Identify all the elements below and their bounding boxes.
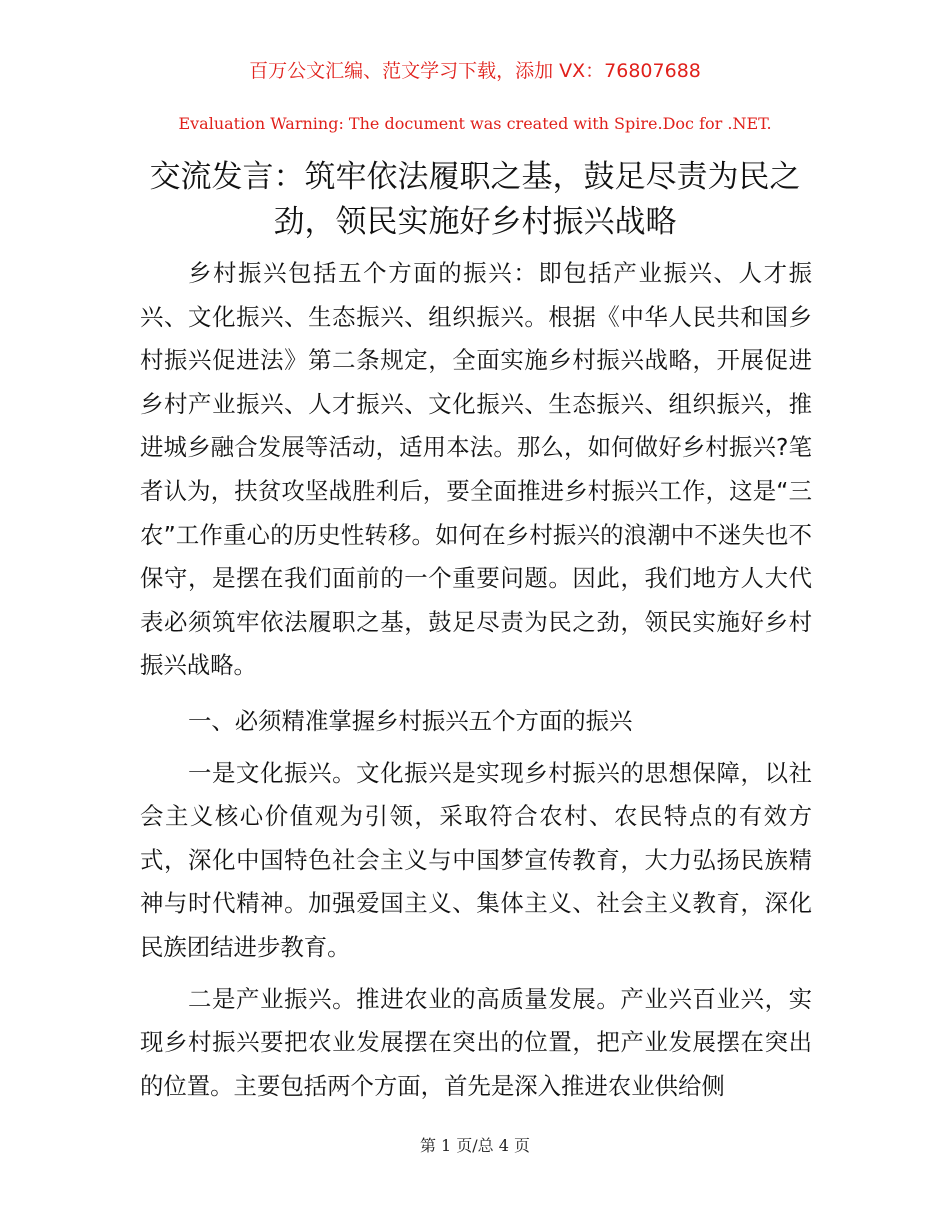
paragraph-industry-revitalization: 二是产业振兴。推进农业的高质量发展。产业兴百业兴，实现乡村振兴要把农业发展摆在突出的位置，把产业发展摆在突出的位置。主要包括两个方面，首先是深入推进农业供给侧: [140, 984, 812, 1100]
evaluation-warning: Evaluation Warning: The document was created with Spire.Doc for .NET.: [178, 114, 772, 133]
header-banner: 百万公文汇编、范文学习下载，添加 VX：76807688: [249, 60, 701, 82]
intro-paragraph: 乡村振兴包括五个方面的振兴：即包括产业振兴、人才振兴、文化振兴、生态振兴、组织振兴。根据《中华人民共和国乡村振兴促进法》第二条规定，全面实施乡村振兴战略，开展促进乡村产业振兴、人才振兴、文化振兴、生态振兴、组织振兴，推进城乡融合发展等活动，适用本法。那么，如何做好乡村振兴?笔者认为，扶贫攻坚战胜利后，要全面推进乡村振兴工作，这是“三农”工作重心的历史性转移。如何在乡村振兴的浪潮中不迷失也不保守，是摆在我们面前的一个重要问题。因此，我们地方人大代表必须筑牢依法履职之基，鼓足尽责为民之劲，领民实施好乡村振兴战略。: [140, 259, 812, 680]
paragraph-culture-revitalization: 一是文化振兴。文化振兴是实现乡村振兴的思想保障，以社会主义核心价值观为引领，采取符合农村、农民特点的有效方式，深化中国特色社会主义与中国梦宣传教育，大力弘扬民族精神与时代精神。加强爱国主义、集体主义、社会主义教育，深化民族团结进步教育。: [140, 758, 812, 961]
document-body: [140, 252, 812, 1108]
document-title: 交流发言：筑牢依法履职之基，鼓足尽责为民之劲，领民实施好乡村振兴战略: [149, 159, 801, 240]
page-indicator: 第 1 页/总 4 页: [419, 1136, 531, 1155]
section-heading-1: 一、必须精准掌握乡村振兴五个方面的振兴: [188, 706, 633, 735]
